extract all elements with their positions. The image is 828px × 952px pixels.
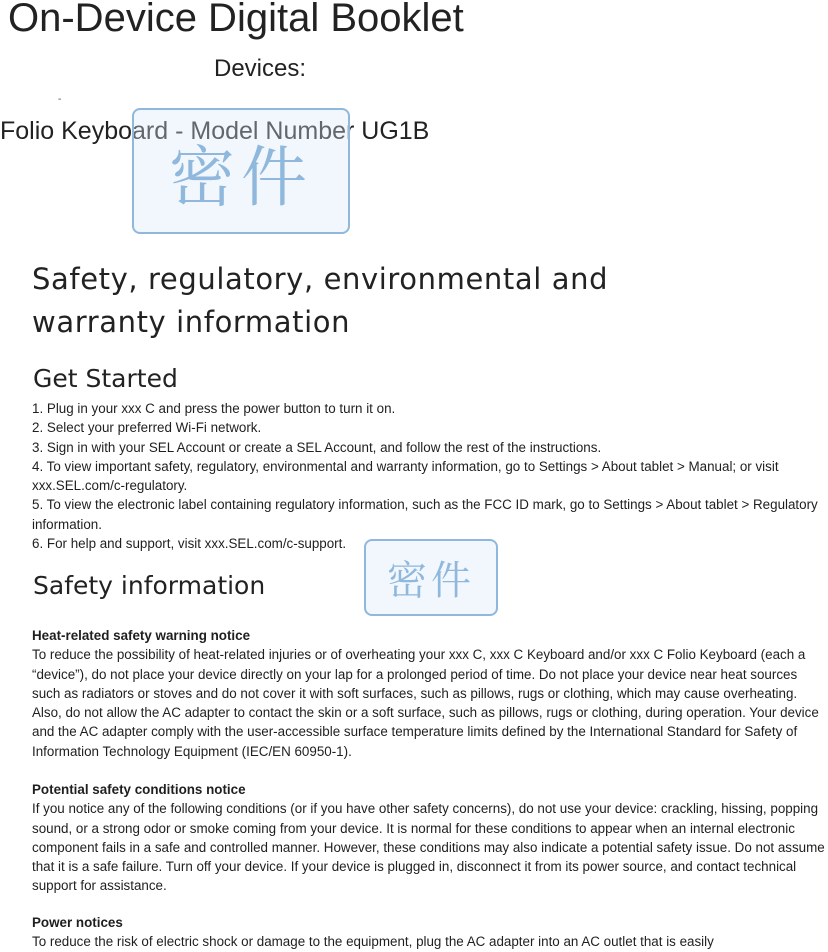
section-title: Safety, regulatory, environmental and warranty information (32, 262, 609, 339)
step-item: 3. Sign in with your SEL Account or create a SEL Account, and follow the rest of the instructions. (32, 439, 602, 455)
device-model-name: Folio Keyboard - Model Number UG1B (0, 117, 430, 145)
booklet-title: On-Device Digital Booklet (8, 0, 464, 40)
get-started-steps (32, 399, 828, 553)
step-item: 2. Select your preferred Wi-Fi network. (32, 420, 262, 436)
power-notice-section (32, 913, 828, 952)
step-item: 6. For help and support, visit xxx.SEL.com/c-support. (32, 536, 347, 552)
potential-notice-text: If you notice any of the following conditions (or if you have other safety concerns), do not use your device: crackling, hissing, popping sound, or a strong odor or smoke coming from your device. It is normal for these conditions to appear when an internal electronic component fails in a safe and controlled manner. However, these conditions may also indicate a potential safety issue. Do not assume that it is a safe failure. Turn off your device. If your device is plugged in, disconnect it from its power source, and contact technical support for assistance. (32, 801, 825, 894)
safety-information-heading: Safety information (33, 571, 266, 600)
power-notice-text: To reduce the risk of electric shock or damage to the equipment, plug the AC adapter into an AC outlet that is easily (32, 934, 714, 950)
heat-notice-heading: Heat-related safety warning notice (32, 628, 251, 643)
confidential-stamp-text: 密件 (169, 138, 313, 216)
confidential-stamp-text: 密件 (387, 558, 475, 604)
confidential-stamp-small (364, 539, 498, 616)
dash-mark: - (58, 94, 62, 105)
heat-notice-text: To reduce the possibility of heat-related injuries or of overheating your xxx C, xxx C Keyboard and/or xxx C Folio Keyboard (each a “device”), do not place your device directly on your lap for a prolonged period of time. Do not place your device near heat sources such as radiators or stoves and do not cover it with soft surfaces, such as pillows, rugs or clothing, which may cause overheating. Also, do not allow the AC adapter to contact the skin or a soft surface, such as pillows, rugs or clothing, during operation. Your device and the AC adapter comply with the user-accessible surface temperature limits defined by the International Standard for Safety of Information Technology Equipment (IEC/EN 60950-1). (32, 647, 819, 759)
potential-notice-section (32, 780, 828, 896)
potential-notice-heading: Potential safety conditions notice (32, 782, 246, 797)
step-item: 5. To view the electronic label containing regulatory information, such as the FCC ID mark, go to Settings > About tablet > Regulatory information. (32, 497, 818, 532)
step-item: 1. Plug in your xxx C and press the power button to turn it on. (32, 401, 396, 416)
power-notice-heading: Power notices (32, 915, 123, 930)
confidential-stamp (132, 108, 350, 234)
get-started-heading: Get Started (33, 364, 178, 393)
heat-notice-section (32, 626, 828, 761)
devices-label: Devices: (214, 55, 307, 82)
step-item: 4. To view important safety, regulatory, environmental and warranty information, go to Settings > About tablet > Manual; or visit xxx.SEL.com/c-regulatory. (32, 458, 779, 494)
